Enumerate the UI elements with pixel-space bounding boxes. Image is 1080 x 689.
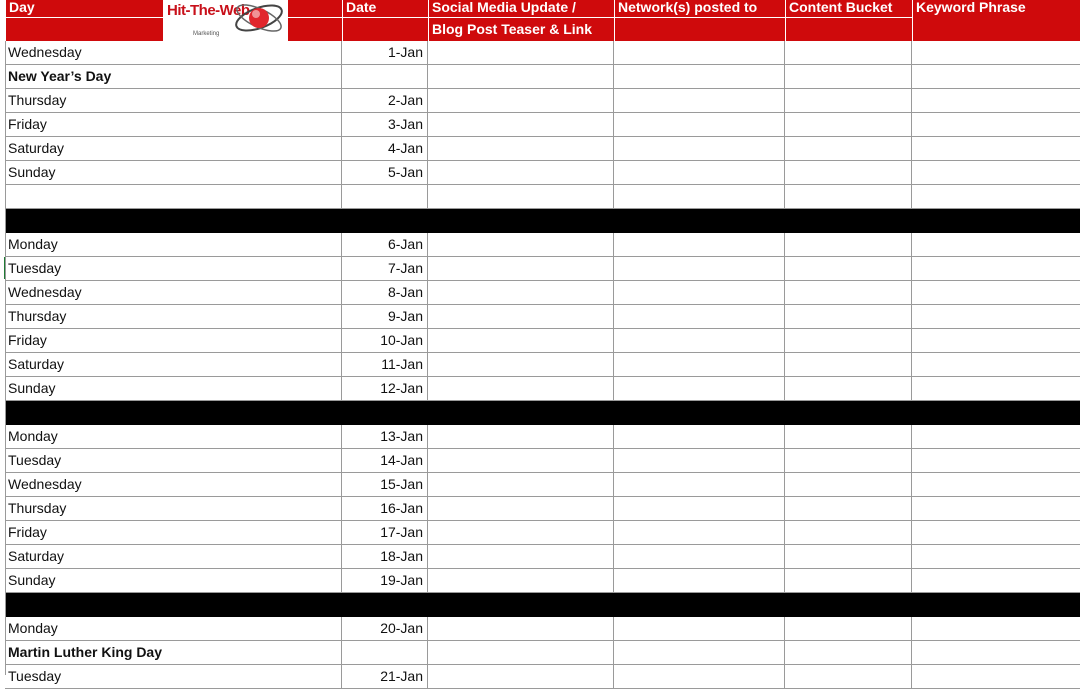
keyword-cell[interactable] [912, 329, 1080, 352]
network-cell[interactable] [614, 185, 785, 208]
day-cell[interactable]: New Year’s Day [5, 65, 342, 88]
network-cell[interactable] [614, 89, 785, 112]
table-row[interactable] [5, 113, 1080, 137]
date-cell[interactable]: 14-Jan [342, 449, 428, 472]
social-update-cell[interactable] [428, 377, 614, 400]
network-cell[interactable] [614, 545, 785, 568]
content-bucket-cell[interactable] [785, 641, 912, 664]
day-cell[interactable]: Saturday [5, 353, 342, 376]
network-cell[interactable] [614, 377, 785, 400]
social-update-cell[interactable] [428, 473, 614, 496]
network-cell[interactable] [614, 161, 785, 184]
day-cell[interactable]: Saturday [5, 137, 342, 160]
keyword-cell[interactable] [912, 473, 1080, 496]
header-keyword-phrase[interactable] [912, 0, 1080, 41]
network-cell[interactable] [614, 113, 785, 136]
social-update-cell[interactable] [428, 185, 614, 208]
network-cell[interactable] [614, 425, 785, 448]
content-bucket-cell[interactable] [785, 257, 912, 280]
social-update-cell[interactable] [428, 233, 614, 256]
keyword-cell[interactable] [912, 377, 1080, 400]
social-update-cell[interactable] [428, 65, 614, 88]
keyword-cell[interactable] [912, 185, 1080, 208]
table-row[interactable] [5, 65, 1080, 89]
table-row[interactable] [5, 257, 1080, 281]
grid-left-border [5, 41, 6, 675]
network-cell[interactable] [614, 329, 785, 352]
content-bucket-cell[interactable] [785, 137, 912, 160]
day-cell[interactable]: Tuesday [5, 449, 342, 472]
date-cell[interactable]: 10-Jan [342, 329, 428, 352]
content-bucket-cell[interactable] [785, 281, 912, 304]
header-day-label: Day [9, 0, 35, 15]
header-social-media-update[interactable] [428, 0, 614, 41]
day-cell[interactable]: Sunday [5, 377, 342, 400]
table-row[interactable] [5, 185, 1080, 209]
day-cell[interactable]: Saturday [5, 545, 342, 568]
social-update-cell[interactable] [428, 641, 614, 664]
day-cell[interactable]: Friday [5, 329, 342, 352]
social-update-cell[interactable] [428, 665, 614, 688]
content-bucket-cell[interactable] [785, 329, 912, 352]
date-cell[interactable]: 13-Jan [342, 425, 428, 448]
network-cell[interactable] [614, 521, 785, 544]
social-update-cell[interactable] [428, 89, 614, 112]
keyword-cell[interactable] [912, 257, 1080, 280]
header-date-label: Date [346, 0, 377, 15]
date-cell[interactable]: 21-Jan [342, 665, 428, 688]
date-cell[interactable]: 7-Jan [342, 257, 428, 280]
header-keyword-label: Keyword Phrase [916, 0, 1026, 15]
week-separator-row [5, 401, 1080, 425]
day-cell[interactable]: Monday [5, 425, 342, 448]
content-bucket-cell[interactable] [785, 305, 912, 328]
date-cell[interactable]: 15-Jan [342, 473, 428, 496]
logo-text: Hit-The-Web [167, 2, 250, 19]
date-cell[interactable]: 16-Jan [342, 497, 428, 520]
header-day[interactable] [5, 0, 163, 41]
table-row[interactable] [5, 521, 1080, 545]
table-row[interactable] [5, 137, 1080, 161]
social-update-cell[interactable] [428, 305, 614, 328]
table-row[interactable] [5, 41, 1080, 65]
date-cell[interactable]: 20-Jan [342, 617, 428, 640]
content-bucket-cell[interactable] [785, 497, 912, 520]
header-social-line-2: Blog Post Teaser & Link [432, 21, 592, 37]
table-row[interactable] [5, 89, 1080, 113]
date-cell[interactable]: 11-Jan [342, 353, 428, 376]
keyword-cell[interactable] [912, 233, 1080, 256]
content-bucket-cell[interactable] [785, 353, 912, 376]
day-cell[interactable]: Monday [5, 617, 342, 640]
table-row[interactable] [5, 473, 1080, 497]
content-bucket-cell[interactable] [785, 449, 912, 472]
network-cell[interactable] [614, 305, 785, 328]
day-cell[interactable]: Friday [5, 521, 342, 544]
date-cell[interactable]: 6-Jan [342, 233, 428, 256]
network-cell[interactable] [614, 257, 785, 280]
keyword-cell[interactable] [912, 113, 1080, 136]
table-row[interactable] [5, 665, 1080, 689]
social-update-cell[interactable] [428, 281, 614, 304]
keyword-cell[interactable] [912, 641, 1080, 664]
network-cell[interactable] [614, 137, 785, 160]
social-update-cell[interactable] [428, 137, 614, 160]
day-cell[interactable]: Sunday [5, 161, 342, 184]
table-row[interactable] [5, 617, 1080, 641]
date-cell[interactable] [342, 185, 428, 208]
day-cell[interactable]: Thursday [5, 89, 342, 112]
globe-icon [227, 0, 287, 41]
date-cell[interactable]: 5-Jan [342, 161, 428, 184]
social-update-cell[interactable] [428, 257, 614, 280]
content-bucket-cell[interactable] [785, 617, 912, 640]
day-cell[interactable]: Tuesday [5, 665, 342, 688]
content-bucket-cell[interactable] [785, 65, 912, 88]
keyword-cell[interactable] [912, 569, 1080, 592]
table-row[interactable] [5, 305, 1080, 329]
hit-the-web-logo [163, 0, 287, 41]
content-bucket-cell[interactable] [785, 569, 912, 592]
header-networks[interactable] [614, 0, 785, 41]
content-bucket-cell[interactable] [785, 665, 912, 688]
header-networks-label: Network(s) posted to [618, 0, 758, 15]
date-cell[interactable]: 19-Jan [342, 569, 428, 592]
keyword-cell[interactable] [912, 305, 1080, 328]
keyword-cell[interactable] [912, 521, 1080, 544]
header-divider [5, 17, 912, 18]
header-social-line-1: Social Media Update / [432, 0, 576, 15]
network-cell[interactable] [614, 473, 785, 496]
keyword-cell[interactable] [912, 41, 1080, 64]
network-cell[interactable] [614, 617, 785, 640]
day-cell[interactable]: Monday [5, 233, 342, 256]
date-cell[interactable] [342, 641, 428, 664]
date-cell[interactable]: 8-Jan [342, 281, 428, 304]
day-cell[interactable]: Wednesday [5, 281, 342, 304]
keyword-cell[interactable] [912, 497, 1080, 520]
content-bucket-cell[interactable] [785, 161, 912, 184]
day-cell[interactable]: Thursday [5, 305, 342, 328]
network-cell[interactable] [614, 641, 785, 664]
header-date[interactable] [342, 0, 428, 41]
network-cell[interactable] [614, 497, 785, 520]
date-cell[interactable]: 17-Jan [342, 521, 428, 544]
table-row[interactable] [5, 449, 1080, 473]
table-row[interactable] [5, 641, 1080, 665]
content-bucket-cell[interactable] [785, 41, 912, 64]
keyword-cell[interactable] [912, 65, 1080, 88]
date-cell[interactable]: 4-Jan [342, 137, 428, 160]
date-cell[interactable] [342, 65, 428, 88]
social-update-cell[interactable] [428, 41, 614, 64]
social-update-cell[interactable] [428, 569, 614, 592]
content-bucket-cell[interactable] [785, 377, 912, 400]
table-row[interactable] [5, 353, 1080, 377]
date-cell[interactable]: 1-Jan [342, 41, 428, 64]
table-row[interactable] [5, 329, 1080, 353]
network-cell[interactable] [614, 65, 785, 88]
content-bucket-cell[interactable] [785, 545, 912, 568]
table-row[interactable] [5, 161, 1080, 185]
day-cell[interactable]: Martin Luther King Day [5, 641, 342, 664]
network-cell[interactable] [614, 281, 785, 304]
date-cell[interactable]: 2-Jan [342, 89, 428, 112]
date-cell[interactable]: 9-Jan [342, 305, 428, 328]
social-update-cell[interactable] [428, 425, 614, 448]
week-separator-row [5, 209, 1080, 233]
date-cell[interactable]: 12-Jan [342, 377, 428, 400]
network-cell[interactable] [614, 569, 785, 592]
network-cell[interactable] [614, 665, 785, 688]
network-cell[interactable] [614, 449, 785, 472]
social-update-cell[interactable] [428, 161, 614, 184]
social-update-cell[interactable] [428, 113, 614, 136]
social-update-cell[interactable] [428, 521, 614, 544]
network-cell[interactable] [614, 233, 785, 256]
keyword-cell[interactable] [912, 425, 1080, 448]
day-cell[interactable] [5, 185, 342, 208]
table-row[interactable] [5, 377, 1080, 401]
social-update-cell[interactable] [428, 449, 614, 472]
table-row[interactable] [5, 233, 1080, 257]
date-cell[interactable]: 18-Jan [342, 545, 428, 568]
header-content-bucket[interactable] [785, 0, 912, 41]
header-content-bucket-label: Content Bucket [789, 0, 893, 15]
day-cell[interactable]: Sunday [5, 569, 342, 592]
network-cell[interactable] [614, 41, 785, 64]
network-cell[interactable] [614, 353, 785, 376]
keyword-cell[interactable] [912, 449, 1080, 472]
content-bucket-cell[interactable] [785, 185, 912, 208]
week-separator-row [5, 593, 1080, 617]
logo-subtext: Marketing [193, 31, 220, 37]
keyword-cell[interactable] [912, 161, 1080, 184]
keyword-cell[interactable] [912, 617, 1080, 640]
social-update-cell[interactable] [428, 545, 614, 568]
header-logo-cell[interactable] [287, 0, 342, 41]
table-row[interactable] [5, 569, 1080, 593]
keyword-cell[interactable] [912, 353, 1080, 376]
table-row[interactable] [5, 425, 1080, 449]
day-cell[interactable]: Thursday [5, 497, 342, 520]
keyword-cell[interactable] [912, 137, 1080, 160]
content-bucket-cell[interactable] [785, 233, 912, 256]
keyword-cell[interactable] [912, 281, 1080, 304]
content-bucket-cell[interactable] [785, 113, 912, 136]
date-cell[interactable]: 3-Jan [342, 113, 428, 136]
table-row[interactable] [5, 545, 1080, 569]
social-update-cell[interactable] [428, 353, 614, 376]
table-row[interactable] [5, 497, 1080, 521]
content-bucket-cell[interactable] [785, 89, 912, 112]
keyword-cell[interactable] [912, 665, 1080, 688]
keyword-cell[interactable] [912, 89, 1080, 112]
day-cell[interactable]: Wednesday [5, 41, 342, 64]
keyword-cell[interactable] [912, 545, 1080, 568]
content-bucket-cell[interactable] [785, 425, 912, 448]
content-bucket-cell[interactable] [785, 473, 912, 496]
social-update-cell[interactable] [428, 497, 614, 520]
social-update-cell[interactable] [428, 617, 614, 640]
content-bucket-cell[interactable] [785, 521, 912, 544]
table-row[interactable] [5, 281, 1080, 305]
day-cell[interactable]: Wednesday [5, 473, 342, 496]
day-cell[interactable]: Tuesday [5, 257, 342, 280]
day-cell[interactable]: Friday [5, 113, 342, 136]
social-update-cell[interactable] [428, 329, 614, 352]
